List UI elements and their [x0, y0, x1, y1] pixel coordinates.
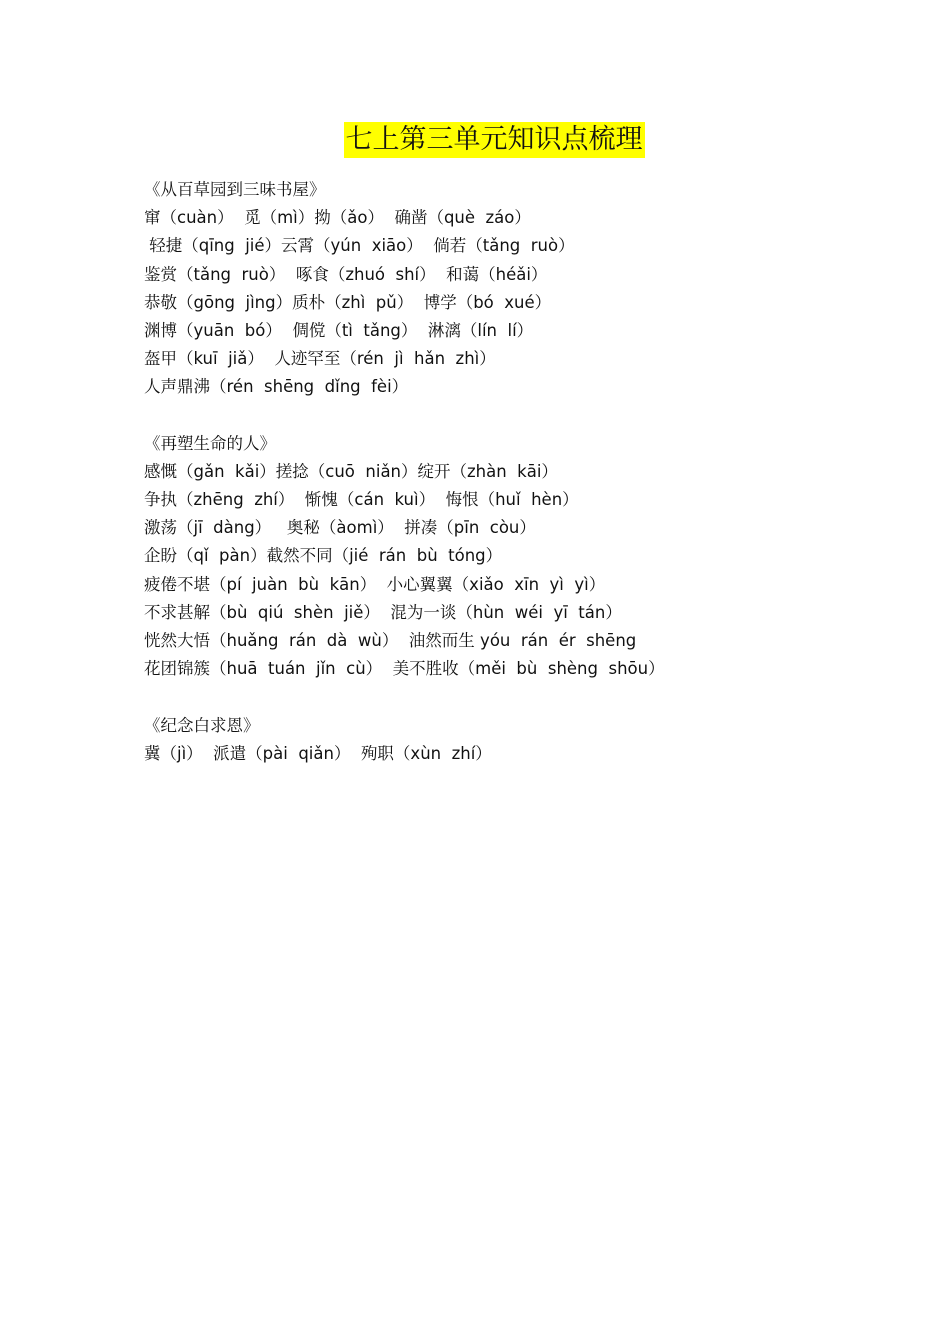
- title-wrapper: [0, 122, 950, 158]
- vocab-line: 渊博（yuān bó） 倜傥（tì tǎng） 淋漓（lín lí）: [144, 320, 534, 340]
- vocab-line: 争执（zhēng zhí） 惭愧（cán kuì） 悔恨（huǐ hèn）: [144, 490, 579, 510]
- section-spacer: [144, 683, 864, 711]
- vocab-line: 花团锦簇（huā tuán jǐn cù） 美不胜收（měi bù shèng shōu）: [144, 659, 665, 679]
- vocab-line: 恍然大悟（huǎng rán dà wù） 油然而生 yóu rán ér shēng: [144, 631, 637, 650]
- vocab-line: 冀（jì） 派遣（pài qiǎn） 殉职（xùn zhí）: [144, 743, 492, 763]
- section-heading: 《纪念白求恩》: [144, 715, 260, 735]
- vocab-line: 轻捷（qīng jié）云霄（yún xiāo） 倘若（tǎng ruò）: [144, 236, 575, 256]
- section-heading: 《再塑生命的人》: [144, 433, 276, 453]
- vocab-line: 疲倦不堪（pí juàn bù kān） 小心翼翼（xiǎo xīn yì yì）: [144, 574, 606, 594]
- vocab-line: 人声鼎沸（rén shēng dǐng fèi）: [144, 377, 409, 397]
- section-zaisu-shengming: [144, 430, 864, 684]
- vocab-line: 恭敬（gōng jìng）质朴（zhì pǔ） 博学（bó xué）: [144, 292, 552, 312]
- vocab-line: 不求甚解（bù qiú shèn jiě） 混为一谈（hùn wéi yī tán）: [144, 602, 622, 622]
- content-body: [144, 176, 864, 768]
- vocab-line: 盔甲（kuī jiǎ） 人迹罕至（rén jì hǎn zhì）: [144, 349, 496, 369]
- vocab-line: 鉴赏（tǎng ruò） 啄食（zhuó shí） 和蔼（héǎi）: [144, 264, 548, 284]
- vocab-line: 激荡（jī dàng） 奥秘（àomì） 拼凑（pīn còu）: [144, 518, 536, 538]
- section-heading: 《从百草园到三味书屋》: [144, 180, 326, 199]
- page-title: 七上第三单元知识点梳理: [344, 122, 645, 158]
- vocab-line: 窜（cuàn） 觅（mì）拗（ǎo） 确凿（què záo）: [144, 208, 531, 228]
- section-jinian-baiqiuen: [144, 712, 864, 768]
- vocab-line: 感慨（gǎn kǎi）搓捻（cuō niǎn）绽开（zhàn kāi）: [144, 461, 558, 481]
- vocab-line: 企盼（qǐ pàn）截然不同（jié rán bù tóng）: [144, 546, 503, 566]
- section-spacer: [144, 402, 864, 430]
- section-baicaoyuan: [144, 176, 864, 402]
